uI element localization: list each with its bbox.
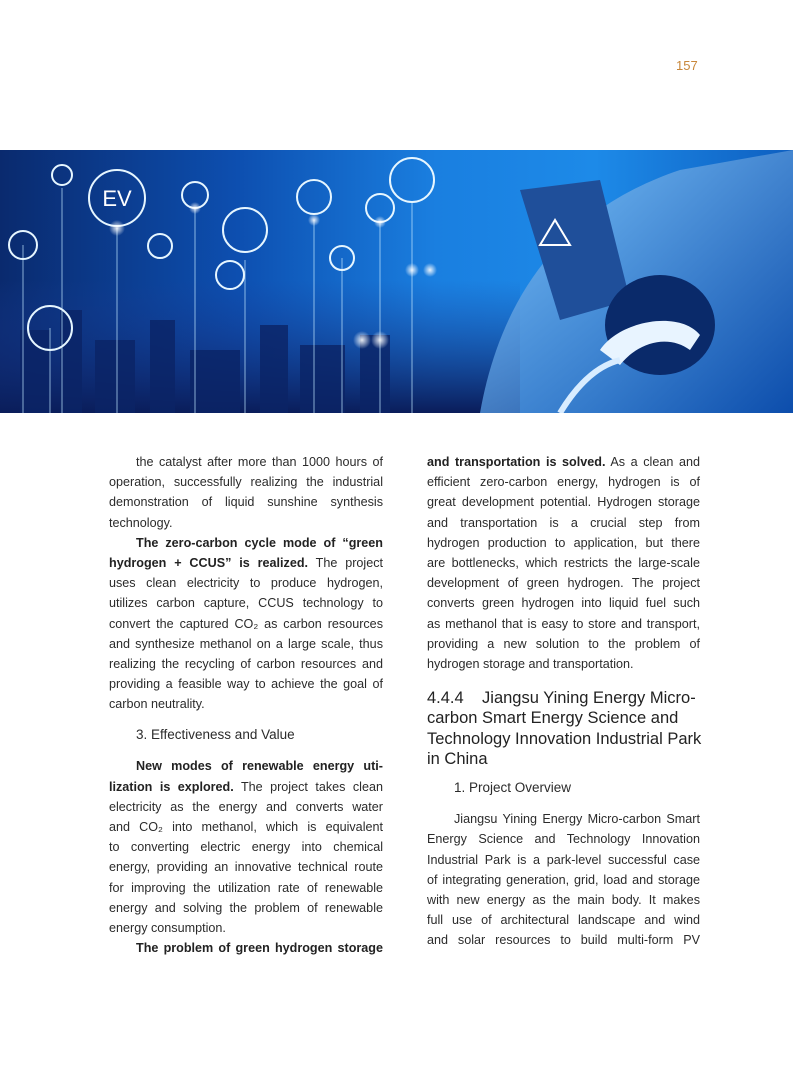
line-text: The project takes clean (233, 779, 383, 794)
text-line: providing a new solution to the problem of (427, 636, 700, 651)
subsection-heading: 1. Project Overview (454, 780, 572, 796)
text-line: converts green hydrogen into liquid fuel such (427, 596, 700, 611)
text-line: the catalyst after more than 1000 hours of (136, 455, 383, 469)
paragraph (109, 533, 383, 715)
subsection-heading: 3. Effectiveness and Value (136, 727, 295, 743)
page-number: 157 (676, 58, 698, 73)
text-line: energy, providing an innovative technical route (109, 860, 383, 875)
heading-line: 4.4.4 Jiangsu Yining Energy Micro- (427, 689, 696, 708)
text-line: carbon neutrality. (109, 697, 205, 712)
text-line: efficient zero-carbon energy, hydrogen is of (427, 475, 700, 490)
text-line: operation, successfully realizing the industrial (109, 475, 383, 490)
bold-lead-text: hydrogen + CCUS” is realized. (109, 555, 309, 570)
left-column (109, 452, 383, 958)
bold-lead-text: The zero-carbon cycle mode of “green (136, 535, 383, 550)
text-line (109, 777, 383, 797)
text-line: energy and solving the problem of renewable (109, 900, 383, 915)
paragraph (427, 809, 700, 950)
paragraph (109, 756, 383, 938)
text-line: full use of architectural landscape and wind (427, 913, 700, 928)
text-line: hydrogen storage and transportation. (427, 656, 634, 671)
text-line: and CO₂ into methanol, which is equivalent (109, 820, 383, 834)
text-line: and solar resources to build multi-form PV (427, 933, 700, 948)
heading-line: Technology Innovation Industrial Park (427, 729, 702, 748)
text-line: and synthesize methanol on a large scale, thus (109, 636, 383, 651)
text-line: are bottlenecks, which restricts the large-scale (427, 555, 700, 570)
text-line (109, 938, 383, 958)
ev-label: EV (102, 186, 132, 211)
bold-lead-text: and transportation is solved. (427, 455, 606, 469)
text-line: Industrial Park is a park-level successful case (427, 852, 700, 867)
heading-line: carbon Smart Energy Science and (427, 709, 679, 728)
text-line: Energy Science and Technology Innovation (427, 832, 700, 847)
text-line: for improving the utilization rate of renewable (109, 880, 383, 895)
line-text: The project (308, 555, 383, 570)
text-line: hydrogen production to application, but there (427, 535, 700, 550)
text-line: energy consumption. (109, 920, 226, 935)
text-line: convert the captured CO₂ as carbon resources (109, 616, 383, 631)
text-line: uses clean electricity to produce hydrogen, (109, 576, 383, 591)
text-line: great development potential. Hydrogen storage (427, 495, 700, 510)
text-line (109, 553, 383, 573)
text-line: providing a feasible way to achieve the goal of (109, 677, 383, 692)
text-line (109, 756, 383, 776)
text-line: and transportation is a crucial step from (427, 515, 700, 530)
heading-line: in China (427, 749, 488, 768)
section-heading (427, 688, 700, 769)
paragraph (109, 452, 383, 533)
text-line: with new energy as the main body. It makes (427, 893, 700, 907)
bold-lead-text: New modes of renewable energy uti- (136, 759, 383, 774)
ev-charging-banner-image (0, 150, 793, 413)
text-line: realizing the recycling of carbon resources and (109, 656, 383, 671)
paragraph (427, 452, 700, 674)
right-column (427, 452, 700, 951)
text-line: utilizes carbon capture, CCUS technology to (109, 596, 383, 611)
text-line: technology. (109, 515, 173, 530)
line-text: As a clean and (605, 455, 700, 469)
text-line: development of green hydrogen. The project (427, 576, 700, 591)
text-line: as methanol that is easy to store and transport, (427, 616, 700, 631)
bold-lead-text: The problem of green hydrogen storage (136, 941, 383, 956)
text-line: Jiangsu Yining Energy Micro-carbon Smart (454, 812, 700, 827)
text-line: to converting electric energy into chemical (109, 840, 383, 855)
paragraph (109, 938, 383, 958)
text-line: electricity as the energy and converts water (109, 799, 383, 814)
text-line: demonstration of liquid sunshine synthesis (109, 495, 383, 510)
bold-lead-text: lization is explored. (109, 779, 234, 794)
text-line (109, 533, 383, 553)
text-line (427, 452, 700, 472)
text-line: of integrating generation, grid, load and storage (427, 872, 700, 887)
